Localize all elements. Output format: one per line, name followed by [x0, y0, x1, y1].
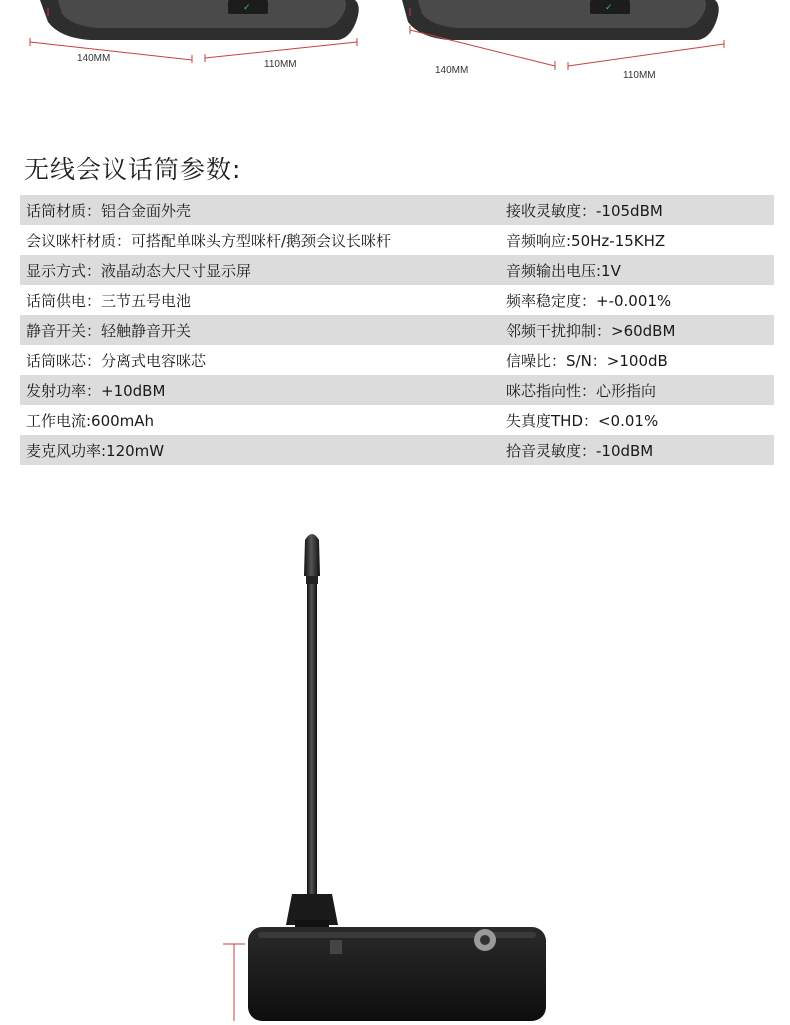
left-width-dimension: 110MM [264, 59, 297, 70]
spec-right-cell: 接收灵敏度：-105dBM [506, 201, 663, 220]
spec-right-cell: 频率稳定度：+-0.001% [506, 291, 672, 310]
green-signal-indicator-icon: ✓ [605, 3, 613, 13]
spec-right-cell: 咪芯指向性：心形指向 [506, 381, 657, 400]
spec-row [20, 285, 774, 315]
spec-row [20, 195, 774, 225]
spec-right-cell: 信噪比：S/N：>100dB [506, 351, 668, 370]
spec-left-cell: 话筒材质：铝合金面外壳 [26, 201, 192, 220]
spec-left-cell: 工作电流:600mAh [26, 411, 155, 430]
spec-left-cell: 话筒咪芯：分离式电容咪芯 [26, 351, 207, 370]
spec-section-title: 无线会议话筒参数: [24, 155, 242, 184]
spec-row [20, 405, 774, 435]
top-product-strip [0, 0, 790, 100]
right-depth-dimension: 140MM [435, 65, 469, 76]
spec-right-cell: 拾音灵敏度：-10dBM [506, 441, 654, 460]
transmitter-illustration [0, 520, 790, 1021]
right-width-dimension: 110MM [623, 70, 656, 81]
spec-left-cell: 会议咪杆材质：可搭配单咪头方型咪杆/鹅颈会议长咪杆 [26, 231, 392, 250]
transmitter-product-image [0, 520, 790, 1021]
spec-right-cell: 邻频干扰抑制：>60dBM [506, 321, 676, 340]
spec-right-cell: 失真度THD：<0.01% [506, 411, 659, 430]
power-switch [330, 940, 342, 954]
base-products-illustration [0, 0, 790, 100]
spec-row [20, 315, 774, 345]
spec-right-cell: 音频输出电压:1V [506, 261, 621, 280]
spec-left-cell: 显示方式：液晶动态大尺寸显示屏 [26, 261, 252, 280]
spec-table [20, 195, 774, 465]
spec-right-cell: 音频响应:50Hz-15KHZ [506, 231, 666, 250]
spec-left-cell: 麦克风功率:120mW [26, 441, 165, 460]
right-mic-base [402, 0, 724, 70]
spec-left-cell: 话筒供电：三节五号电池 [26, 291, 192, 310]
transmitter-body [248, 927, 546, 1021]
spec-left-cell: 静音开关：轻触静音开关 [26, 321, 192, 340]
antenna [286, 534, 338, 928]
spec-row [20, 225, 774, 255]
spec-row [20, 255, 774, 285]
green-signal-indicator-icon: ✓ [243, 3, 251, 13]
spec-left-cell: 发射功率：+10dBM [26, 381, 166, 400]
spec-row [20, 345, 774, 375]
spec-row [20, 435, 774, 465]
spec-row [20, 375, 774, 405]
left-depth-dimension: 140MM [77, 53, 111, 64]
